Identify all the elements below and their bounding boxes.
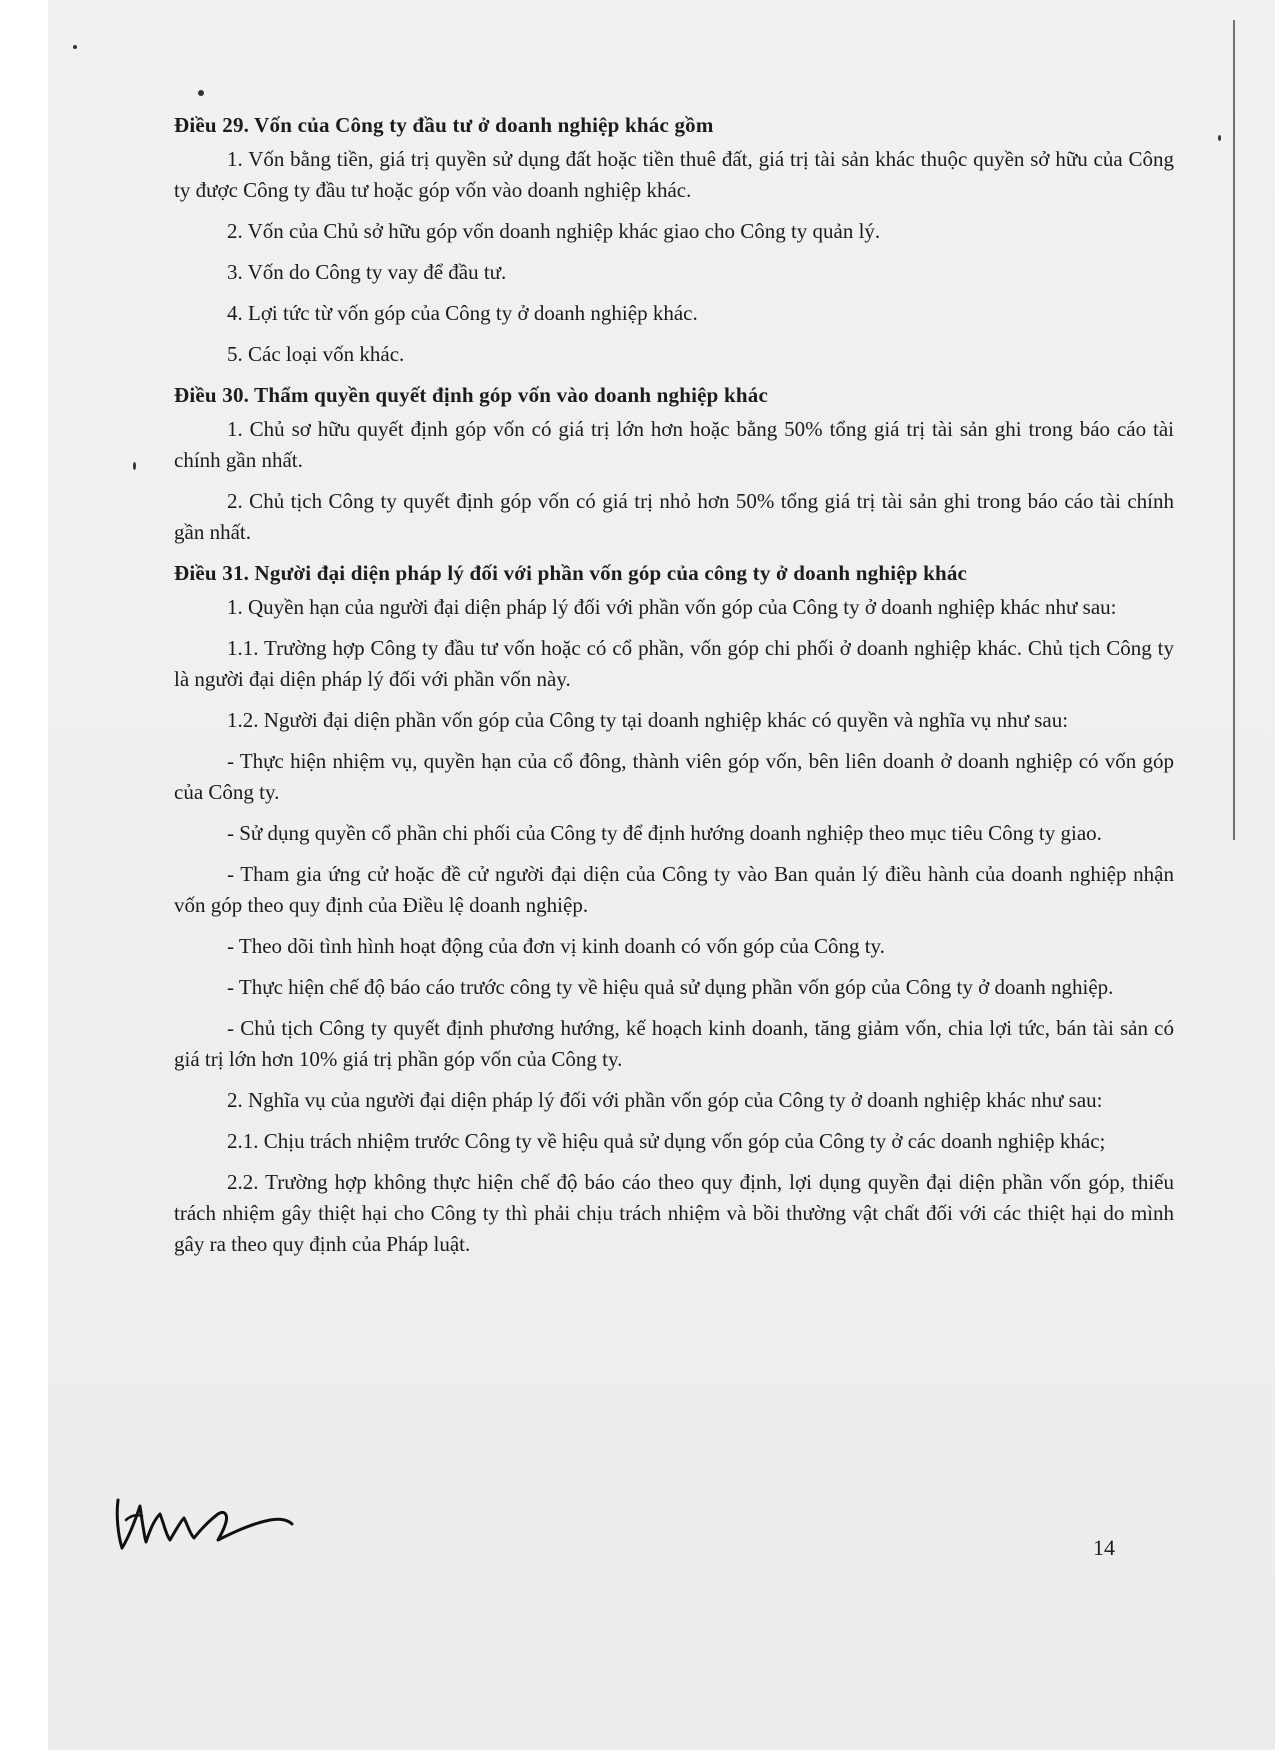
article-30 <box>174 380 1174 548</box>
document-page <box>48 0 1275 1750</box>
paragraph: - Tham gia ứng cử hoặc đề cử người đại diện của Công ty vào Ban quản lý điều hành của doanh nghiệp nhận vốn góp theo quy định của Điều lệ doanh nghiệp. <box>174 862 1174 917</box>
paragraph: 3. Vốn do Công ty vay để đầu tư. <box>227 260 507 284</box>
paragraph: 2. Vốn của Chủ sở hữu góp vốn doanh nghiệp khác giao cho Công ty quản lý. <box>227 219 881 243</box>
scan-speck <box>133 462 136 470</box>
paragraph: 2.1. Chịu trách nhiệm trước Công ty về hiệu quả sử dụng vốn góp của Công ty ở các doanh nghiệp khác; <box>227 1129 1106 1153</box>
paragraph: 5. Các loại vốn khác. <box>227 342 405 366</box>
document-body <box>174 110 1174 1270</box>
paragraph: 2. Nghĩa vụ của người đại diện pháp lý đối với phần vốn góp của Công ty ở doanh nghiệp khác như sau: <box>227 1088 1103 1112</box>
article-heading: Điều 30. Thẩm quyền quyết định góp vốn vào doanh nghiệp khác <box>174 383 768 407</box>
paragraph: 1. Vốn bằng tiền, giá trị quyền sử dụng đất hoặc tiền thuê đất, giá trị tài sản khác thuộc quyền sở hữu của Công ty được Công ty đầu tư hoặc góp vốn vào doanh nghiệp khác. <box>174 147 1174 202</box>
paragraph: 4. Lợi tức từ vốn góp của Công ty ở doanh nghiệp khác. <box>227 301 698 325</box>
article-heading: Điều 31. Người đại diện pháp lý đối với phần vốn góp của công ty ở doanh nghiệp khác <box>174 561 968 585</box>
paragraph: 2.2. Trường hợp không thực hiện chế độ báo cáo theo quy định, lợi dụng quyền đại diện phần vốn góp, thiếu trách nhiệm gây thiệt hại cho Công ty thì phải chịu trách nhiệm và bồi thường vật chất đối với các thiệt hại do mình gây ra theo quy định của Pháp luật. <box>174 1170 1174 1256</box>
scan-speck <box>1218 135 1221 141</box>
page-number: 14 <box>1093 1535 1115 1560</box>
handwritten-signature <box>110 1480 300 1560</box>
paragraph: 1.1. Trường hợp Công ty đầu tư vốn hoặc có cổ phần, vốn góp chi phối ở doanh nghiệp khác. Chủ tịch Công ty là người đại diện pháp lý đối với phần vốn này. <box>174 636 1174 691</box>
paragraph: 1. Quyền hạn của người đại diện pháp lý đối với phần vốn góp của Công ty ở doanh nghiệp khác như sau: <box>227 595 1117 619</box>
paragraph: 1. Chủ sơ hữu quyết định góp vốn có giá trị lớn hơn hoặc bằng 50% tổng giá trị tài sản ghi trong báo cáo tài chính gần nhất. <box>174 417 1174 472</box>
paragraph: - Thực hiện nhiệm vụ, quyền hạn của cổ đông, thành viên góp vốn, bên liên doanh ở doanh nghiệp có vốn góp của Công ty. <box>174 749 1174 804</box>
paragraph: - Chủ tịch Công ty quyết định phương hướng, kế hoạch kinh doanh, tăng giảm vốn, chia lợi tức, bán tài sản có giá trị lớn hơn 10% giá trị phần góp vốn của Công ty. <box>174 1016 1174 1071</box>
article-heading: Điều 29. Vốn của Công ty đầu tư ở doanh nghiệp khác gồm <box>174 113 714 137</box>
paragraph: 2. Chủ tịch Công ty quyết định góp vốn có giá trị nhỏ hơn 50% tổng giá trị tài sản ghi trong báo cáo tài chính gần nhất. <box>174 489 1174 544</box>
paragraph: - Thực hiện chế độ báo cáo trước công ty về hiệu quả sử dụng phần vốn góp của Công ty ở doanh nghiệp. <box>227 975 1114 999</box>
paragraph: - Theo dõi tình hình hoạt động của đơn vị kinh doanh có vốn góp của Công ty. <box>227 934 885 958</box>
scan-speck <box>73 45 77 49</box>
paragraph: 1.2. Người đại diện phần vốn góp của Công ty tại doanh nghiệp khác có quyền và nghĩa vụ như sau: <box>227 708 1069 732</box>
paragraph: - Sử dụng quyền cổ phần chi phối của Công ty để định hướng doanh nghiệp theo mục tiêu Công ty giao. <box>227 821 1102 845</box>
article-29 <box>174 110 1174 370</box>
scan-edge-line <box>1233 20 1235 840</box>
article-31 <box>174 558 1174 1260</box>
scan-speck <box>198 90 204 96</box>
